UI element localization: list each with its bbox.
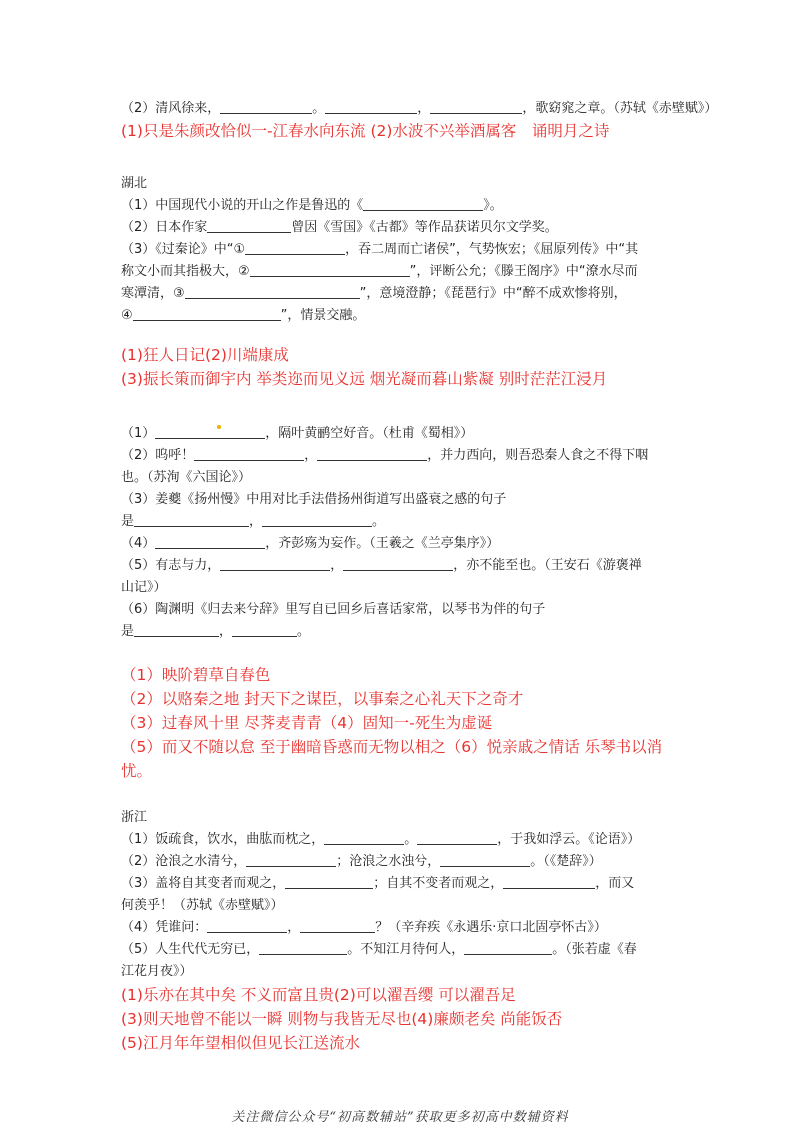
question: （3）姜夔《扬州慢》中用对比手法借扬州街道写出盛衰之感的句子 — [121, 492, 507, 507]
question: 寒潭清，③ ”，意境澄静；《琵琶行》中“醉不成欢惨将别， — [121, 283, 681, 305]
answer-blank[interactable] — [134, 511, 249, 527]
question: （4） ，齐彭殇为妄作。（王羲之《兰亭集序》） — [121, 533, 681, 555]
question: （5）人生代代无穷已， 。不知江月待何人， 。（张若虚《春 — [121, 939, 681, 961]
question: （6）陶渊明《归去来兮辞》里写自已回乡后喜话家常，以琴书为伴的句子 — [121, 602, 546, 617]
answer-text: （2）以赂秦之地 封天下之谋臣，以事秦之心礼天下之奇才 — [121, 690, 524, 708]
answer-text: (3)则天地曾不能以一瞬 则物与我皆无尽也(4)廉颇老矣 尚能饭否 — [121, 1010, 563, 1028]
answer-blank[interactable] — [246, 851, 336, 867]
answer-blank[interactable] — [417, 829, 497, 845]
question: ④ ”，情景交融。 — [121, 305, 681, 327]
question: （3）《过秦论》中“① ，吞二周而亡诸侯”，气势恢宏；《屈原列传》中“其 — [121, 239, 681, 261]
answer-blank[interactable] — [155, 423, 265, 439]
question: 江花月夜》） — [121, 964, 193, 979]
answer-blank[interactable] — [464, 939, 552, 955]
question: （3）盖将自其变者而观之， ；自其不变者而观之， ，而又 — [121, 873, 681, 895]
answer-text: 忧。 — [121, 762, 153, 780]
answer-text: (1)只是朱颜改恰似一-江春水向东流 (2)水波不兴举酒属客 诵明月之诗 — [121, 122, 610, 140]
answer-blank[interactable] — [325, 98, 417, 114]
answer-text: （5）而又不随以怠 至于幽暗昏惑而无物以相之（6）悦亲戚之情话 乐琴书以消 — [121, 738, 663, 756]
question: （1）饭疏食，饮水，曲肱而枕之， 。 ，于我如浮云。《论语》） — [121, 829, 681, 851]
answer-blank[interactable] — [250, 261, 410, 277]
answer-text: (3)振长策而御宇内 举类迩而见义远 烟光凝而暮山紫凝 别时茫茫江浸月 — [121, 370, 608, 388]
question: 是 ， 。 — [121, 511, 681, 533]
question: 何羡乎！（苏轼《赤壁赋》） — [121, 898, 284, 913]
question: （4）凭谁问： ， ？（辛弃疾《永遇乐·京口北固亭怀古》） — [121, 917, 681, 939]
question: 是 ， 。 — [121, 621, 681, 643]
question: （2）日本作家 曾因《雪国》《古都》等作品获诺贝尔文学奖。 — [121, 217, 681, 239]
answer-blank[interactable] — [245, 239, 345, 255]
answer-blank[interactable] — [220, 98, 312, 114]
answer-blank[interactable] — [259, 939, 347, 955]
answer-blank[interactable] — [207, 217, 291, 233]
answer-text: (5)江月年年望相似但见长江送流水 — [121, 1034, 360, 1052]
question: （5）有志与力， ， ，亦不能至也。（王安石《游褒禅 — [121, 555, 681, 577]
answer-blank[interactable] — [440, 851, 530, 867]
question: （1） ，隔叶黄鹂空好音。（杜甫《蜀相》） — [121, 423, 681, 445]
footer-note: 关注微信公众号“初高数辅站”获取更多初高中数辅资料 — [231, 1110, 569, 1125]
answer-blank[interactable] — [220, 555, 330, 571]
question: 称文小而其指极大，② ”，评断公允；《滕王阁序》中“潦水尽而 — [121, 261, 681, 283]
answer-blank[interactable] — [430, 98, 522, 114]
answer-blank[interactable] — [317, 445, 427, 461]
answer-blank[interactable] — [133, 305, 281, 321]
answer-blank[interactable] — [134, 621, 219, 637]
answer-blank[interactable] — [324, 829, 404, 845]
region-title-zhejiang: 浙江 — [121, 810, 148, 825]
answer-blank[interactable] — [503, 873, 595, 889]
question: （2）沧浪之水清兮， ；沧浪之水浊兮， 。（《楚辞》） — [121, 851, 681, 873]
answer-blank[interactable] — [262, 511, 372, 527]
question: （1）中国现代小说的开山之作是鲁迅的《 》。 — [121, 195, 681, 217]
question: 也。（苏洵《六国论》） — [121, 470, 252, 485]
answer-text: （1）映阶碧草自春色 — [121, 666, 271, 684]
answer-blank[interactable] — [155, 533, 265, 549]
answer-text: （3）过春风十里 尽荠麦青青（4）固知一-死生为虚诞 — [121, 714, 493, 732]
answer-blank[interactable] — [285, 873, 373, 889]
answer-blank[interactable] — [363, 195, 483, 211]
answer-blank[interactable] — [300, 917, 375, 933]
answer-blank[interactable] — [185, 283, 360, 299]
content — [121, 98, 718, 1055]
answer-blank[interactable] — [343, 555, 453, 571]
answer-blank[interactable] — [232, 621, 297, 637]
answer-text: (1)狂人日记(2)川端康成 — [121, 346, 289, 364]
question: 山记》） — [121, 580, 167, 595]
answer-blank[interactable] — [194, 445, 304, 461]
question: （2）呜呼！ ， ，并力西向，则吾恐秦人食之不得下咽 — [121, 445, 681, 467]
question: （2）清风徐来， 。 ， ，歌窈窕之章。（苏轼《赤壁赋》） — [121, 98, 681, 120]
region-title-hubei: 湖北 — [121, 176, 148, 191]
answer-text: (1)乐亦在其中矣 不义而富且贵(2)可以濯吾缨 可以濯吾足 — [121, 986, 516, 1004]
answer-blank[interactable] — [207, 917, 287, 933]
